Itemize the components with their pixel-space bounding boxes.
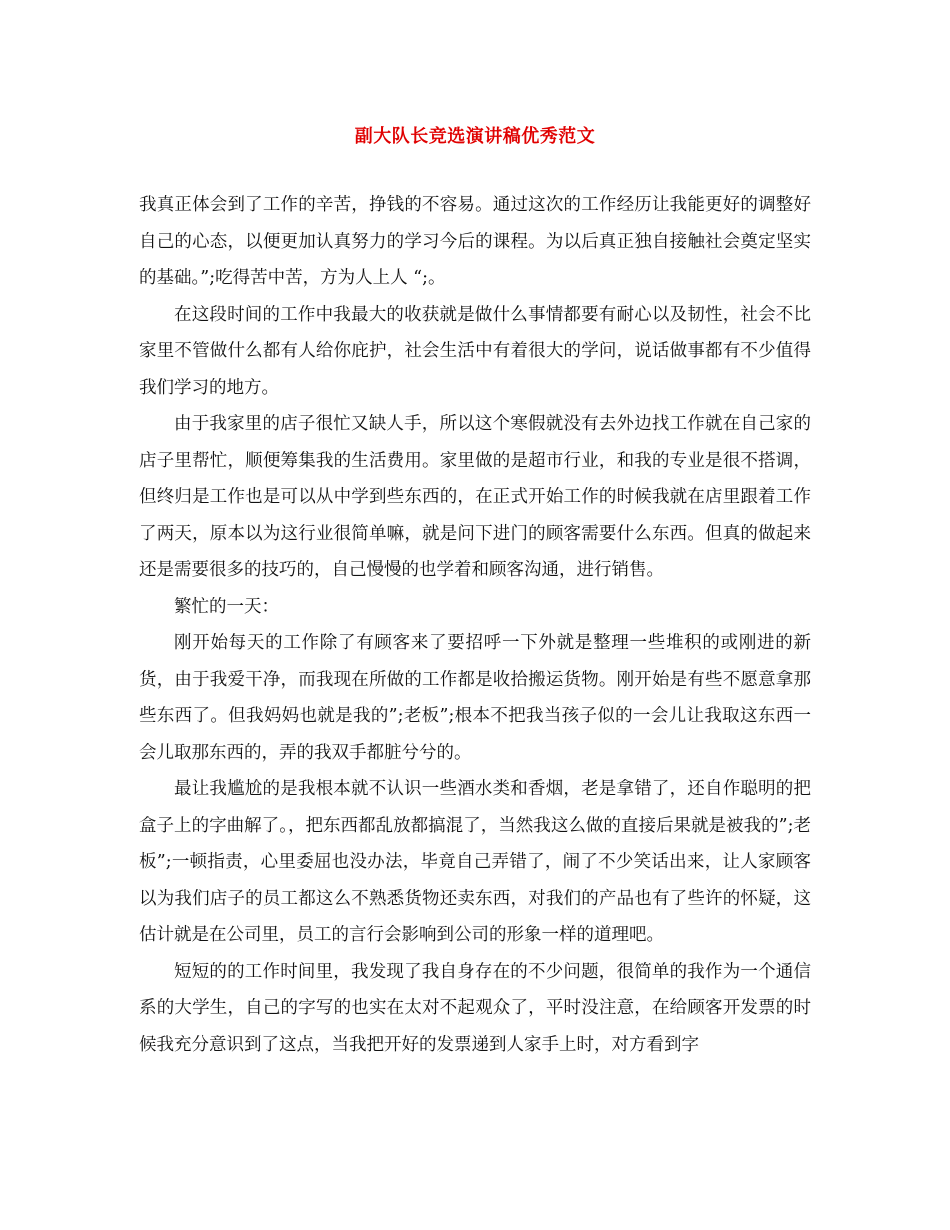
paragraph-2: 在这段时间的工作中我最大的收获就是做什么事情都要有耐心以及韧性，社会不比家里不管做什么都有人给你庇护，社会生活中有着很大的学问，说话做事都有不少值得我们学习的地方。: [139, 304, 811, 398]
paragraph-1: 我真正体会到了工作的辛苦，挣钱的不容易。通过这次的工作经历让我能更好的调整好自己的心态，以便更加认真努力的学习今后的课程。为以后真正独自接触社会奠定坚实的基础。”;吃得苦中苦，方为人上人 “;。: [139, 195, 811, 288]
document-body: [139, 187, 811, 1063]
paragraph-6: 最让我尴尬的是我根本就不认识一些酒水类和香烟，老是拿错了，还自作聪明的把盒子上的字曲解了。，把东西都乱放都搞混了，当然我这么做的直接后果就是被我的”;老板”;一顿指责，心里委屈也没办法，毕竟自己弄错了，闹了不少笑话出来，让人家顾客以为我们店子的员工都这么不熟悉货物还卖东西，对我们的产品也有了些许的怀疑，这估计就是在公司里，员工的言行会影响到公司的形象一样的道理吧。: [139, 779, 811, 945]
document-title: 副大队长竞选演讲稿优秀范文: [354, 126, 596, 147]
paragraph-3: 由于我家里的店子很忙又缺人手，所以这个寒假就没有去外边找工作就在自己家的店子里帮忙，顺便筹集我的生活费用。家里做的是超市行业，和我的专业是很不搭调，但终归是工作也是可以从中学到些东西的，在正式开始工作的时候我就在店里跟着工作了两天，原本以为这行业很简单嘛，就是问下进门的顾客需要什么东西。但真的做起来还是需要很多的技巧的，自己慢慢的也学着和顾客沟通，进行销售。: [139, 414, 811, 580]
paragraph-5: 刚开始每天的工作除了有顾客来了要招呼一下外就是整理一些堆积的或刚进的新货，由于我爱干净，而我现在所做的工作都是收拾搬运货物。刚开始是有些不愿意拿那些东西了。但我妈妈也就是我的”;老板”;根本不把我当孩子似的一会儿让我取这东西一会儿取那东西的，弄的我双手都脏兮兮的。: [139, 633, 811, 763]
paragraph-7: 短短的的工作时间里，我发现了我自身存在的不少问题，很简单的我作为一个通信系的大学生，自己的字写的也实在太对不起观众了，平时没注意，在给顾客开发票的时候我充分意识到了这点，当我把开好的发票递到人家手上时，对方看到字: [139, 961, 811, 1055]
paragraph-4: 繁忙的一天：: [174, 596, 279, 617]
